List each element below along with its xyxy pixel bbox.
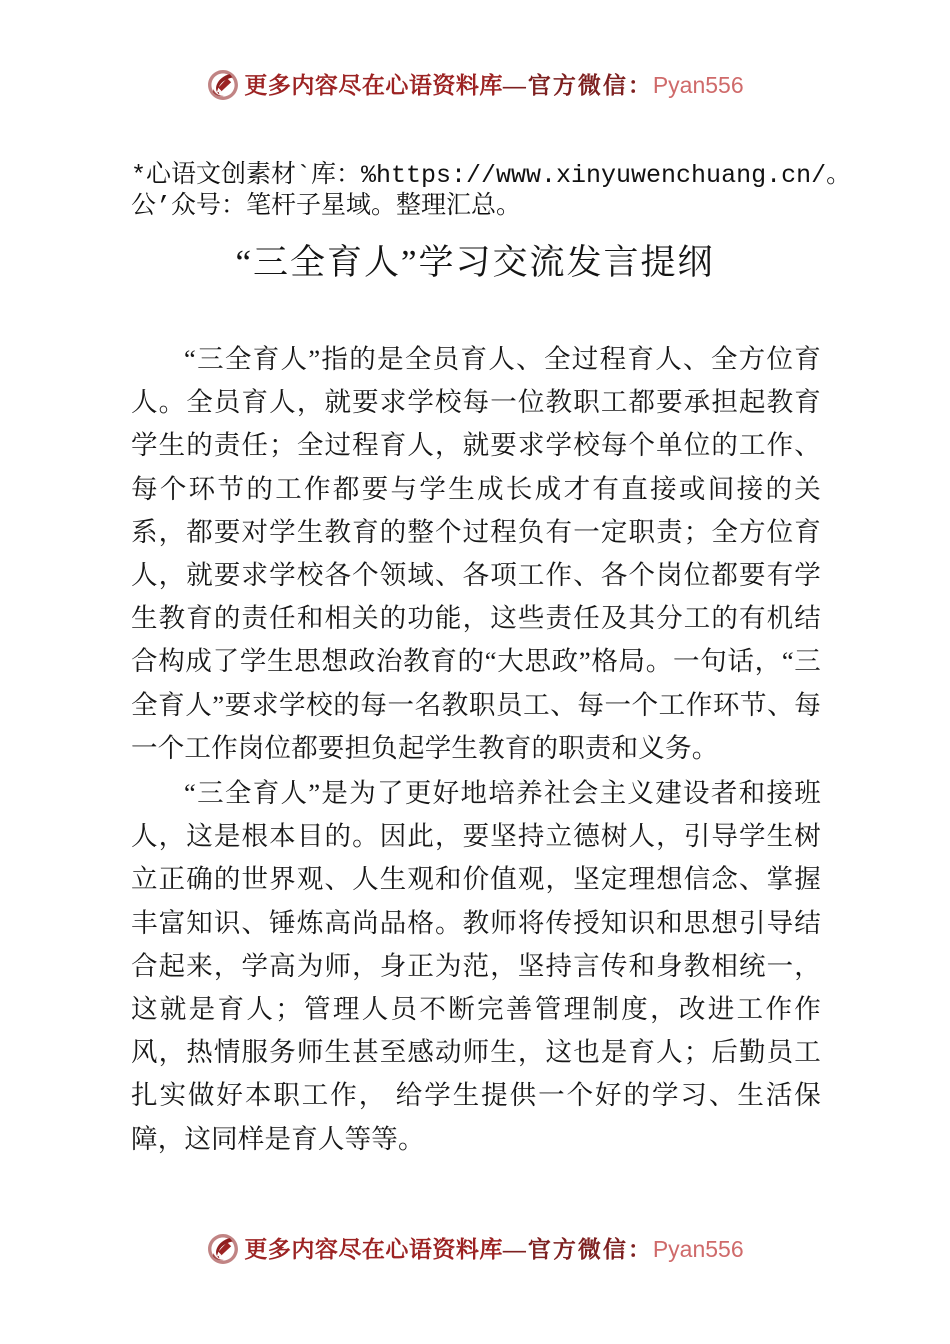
source-attribution [131,160,852,222]
watermark-wechat-label: —官方微信： [502,1236,653,1262]
body-paragraph: “三全育人”是为了更好地培养社会主义建设者和接班人，这是根本目的。因此，要坚持立德树人，引导学生树立正确的世界观、人生观和价值观，坚定理想信念、掌握丰富知识、锤炼高尚品格。教师将传授知识和思想引导结合起来，学高为师，身正为范，坚持言传和身教相统一，这就是育人；管理人员不断完善管理制度，改进工作作风，热情服务师生甚至感动师生，这也是育人；后勤员工扎实做好本职工作， 给学生提供一个好的学习、生活保障，这同样是育人等等。 [131,778,821,1154]
watermark-main-text: 更多内容尽在心语资料库 [244,72,503,98]
brush-emblem-icon [206,68,240,102]
watermark-text [244,1235,744,1262]
source-url-line: *心语文创素材`库：%https://www.xinyuwenchuang.cn/。 [131,161,852,190]
document-body [131,338,821,1163]
header-watermark [0,68,950,102]
source-account-line: 公’众号：笔杆子星域。整理汇总。 [131,192,522,221]
watermark-text [244,71,744,98]
watermark-wechat-id: Pyan556 [652,71,744,98]
footer-watermark [0,1232,950,1266]
watermark-wechat-label: —官方微信： [502,72,653,98]
watermark-main-text: 更多内容尽在心语资料库 [244,1236,503,1262]
body-paragraph: “三全育人”指的是全员育人、全过程育人、全方位育人。全员育人，就要求学校每一位教职工都要承担起教育学生的责任；全过程育人，就要求学校每个单位的工作、每个环节的工作都要与学生成长成才有直接或间接的关系，都要对学生教育的整个过程负有一定职责；全方位育人，就要求学校各个领域、各项工作、各个岗位都要有学生教育的责任和相关的功能，这些责任及其分工的有机结合构成了学生思想政治教育的“大思政”格局。一句话，“三全育人”要求学校的每一名教职员工、每一个工作环节、每一个工作岗位都要担负起学生教育的职责和义务。 [131,344,821,763]
watermark-wechat-id: Pyan556 [652,1235,744,1262]
brush-emblem-icon [206,1232,240,1266]
document-title: “三全育人”学习交流发言提纲 [235,243,715,282]
